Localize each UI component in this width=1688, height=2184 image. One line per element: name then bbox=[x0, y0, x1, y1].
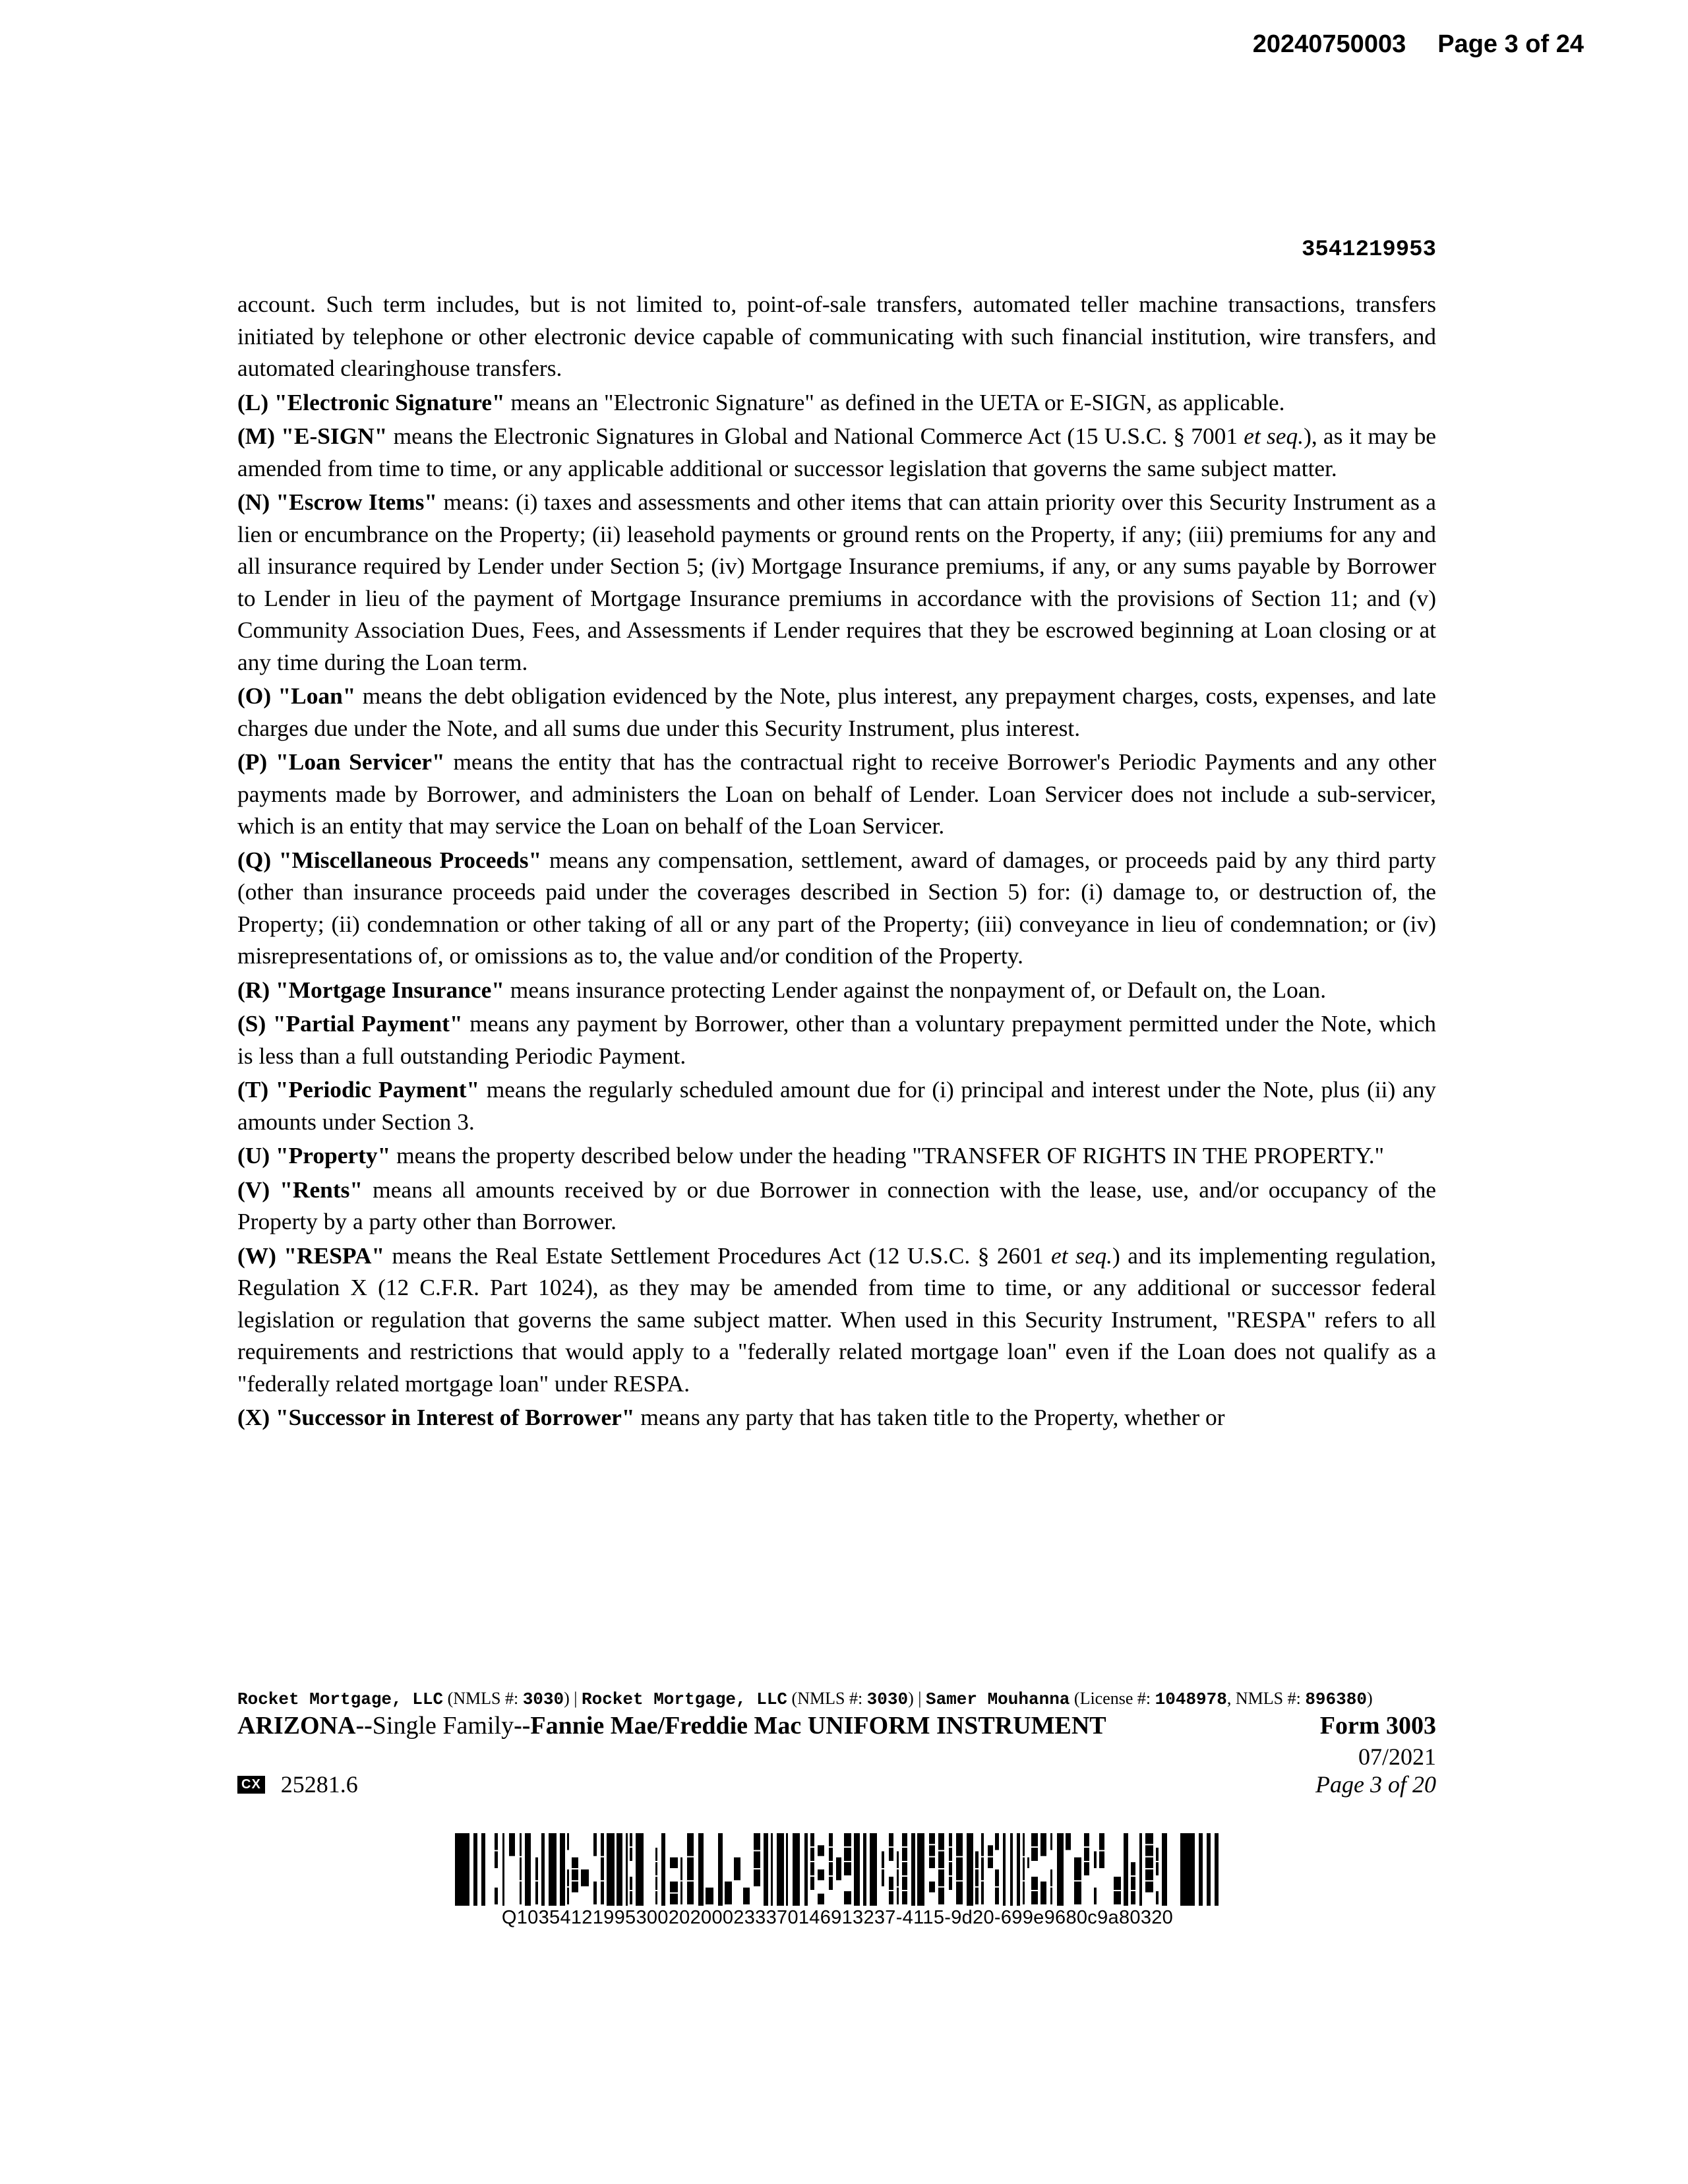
barcode-block bbox=[455, 1833, 1220, 1929]
loan-number: 3541219953 bbox=[1301, 237, 1436, 262]
nmls-number: 3030 bbox=[522, 1689, 564, 1709]
originator-name: Samer Mouhanna bbox=[925, 1689, 1070, 1709]
close-paren: ) bbox=[1366, 1689, 1373, 1708]
intro-paragraph: account. Such term includes, but is not limited to, point-of-sale transfers, automated teller machine transactions, transfers initiated by telephone or other electronic device capable of communicating with such financial institution, wire transfers, and automated clearinghouse transfers. bbox=[237, 291, 1436, 381]
nmls-label: (NMLS #: bbox=[443, 1689, 523, 1708]
definition-text: means the Real Estate Settlement Procedures Act (12 U.S.C. § 2601 bbox=[384, 1242, 1052, 1269]
lender-name: Rocket Mortgage, LLC bbox=[237, 1689, 444, 1709]
definition-text: means the debt obligation evidenced by the Note, plus interest, any prepayment charges, costs, expenses, and late charges due under the Note, and all sums due under this Security Instrument, plus interest. bbox=[237, 682, 1436, 741]
definition-term: "Rents" bbox=[280, 1176, 363, 1203]
definition-m bbox=[237, 420, 1436, 484]
lender-line bbox=[237, 1688, 1436, 1710]
definition-term: "Property" bbox=[276, 1142, 391, 1168]
definition-term: "Mortgage Insurance" bbox=[276, 976, 504, 1003]
definition-letter: (L) bbox=[237, 388, 269, 415]
definition-term: "Partial Payment" bbox=[272, 1010, 463, 1037]
recording-header bbox=[1253, 30, 1584, 59]
definition-term: "Escrow Items" bbox=[276, 489, 438, 515]
form-meta bbox=[1315, 1743, 1436, 1798]
definition-letter: (M) bbox=[237, 423, 275, 449]
definition-u bbox=[237, 1139, 1436, 1172]
form-number: Form 3003 bbox=[1319, 1712, 1436, 1740]
nmls-number: 3030 bbox=[866, 1689, 909, 1709]
definition-text: means the Electronic Signatures in Global and National Commerce Act (15 U.S.C. § 7001 bbox=[387, 423, 1244, 449]
definition-text: means an "Electronic Signature" as defined in the UETA or E-SIGN, as applicable. bbox=[504, 388, 1285, 415]
instrument-name: --Fannie Mae/Freddie Mac UNIFORM INSTRUMENT bbox=[514, 1712, 1106, 1740]
meta-row bbox=[237, 1743, 1436, 1798]
definition-letter: (O) bbox=[237, 682, 272, 709]
definition-term: "Loan Servicer" bbox=[276, 748, 445, 775]
nmls-label: (NMLS #: bbox=[787, 1689, 867, 1708]
definition-term: "Periodic Payment" bbox=[275, 1076, 480, 1103]
definition-term: "E-SIGN" bbox=[281, 423, 388, 449]
instrument-row bbox=[237, 1711, 1436, 1740]
document-body bbox=[237, 288, 1436, 1436]
doc-id-group bbox=[237, 1771, 358, 1798]
definition-letter: (T) bbox=[237, 1076, 269, 1103]
definition-t bbox=[237, 1074, 1436, 1138]
definition-term: "Loan" bbox=[278, 682, 356, 709]
definition-n bbox=[237, 486, 1436, 678]
definition-text: means any payment by Borrower, other than a voluntary prepayment permitted under the Note, which is less than a full outstanding Periodic Payment. bbox=[237, 1010, 1436, 1069]
nmls-label: , NMLS #: bbox=[1226, 1689, 1306, 1708]
definition-text: means: (i) taxes and assessments and other items that can attain priority over this Security Instrument as a lien or encumbrance on the Property; (ii) leasehold payments or ground rents on the Property, if any; (iii) premiums for any and all insurance required by Lender under Section 5; (iv) Mortgage Insurance premiums, if any, or any sums payable by Borrower to Lender in lieu of the payment of Mortgage Insurance premiums in accordance with the provisions of Section 11; and (v) Community Association Dues, Fees, and Assessments if Lender requires that they be escrowed beginning at Loan closing or at any time during the Loan term. bbox=[237, 489, 1436, 675]
license-label: (License #: bbox=[1070, 1689, 1155, 1708]
definition-text: means insurance protecting Lender against the nonpayment of, or Default on, the Loan. bbox=[504, 976, 1327, 1003]
definition-letter: (U) bbox=[237, 1142, 270, 1168]
definition-v bbox=[237, 1174, 1436, 1238]
definition-text: means the regularly scheduled amount due for (i) principal and interest under the Note, plus (ii) any amounts under Section 3. bbox=[237, 1076, 1436, 1135]
separator: ) | bbox=[564, 1689, 582, 1708]
barcode-text: Q10354121995300202000233370146913237-4115-9d20-699e9680c9a80320 bbox=[501, 1907, 1174, 1928]
recording-number: 20240750003 bbox=[1252, 30, 1406, 58]
definition-r bbox=[237, 974, 1436, 1006]
nmls-number: 896380 bbox=[1305, 1689, 1367, 1709]
definition-text: means the property described below under the heading "TRANSFER OF RIGHTS IN THE PROPERTY." bbox=[390, 1142, 1385, 1168]
definition-text: ) and its implementing regulation, Regulation X (12 C.F.R. Part 1024), as they may be amended from time to time, or any additional or successor federal legislation or regulation that governs the same subject matter. When used in this Security Instrument, "RESPA" refers to all requirements and restrictions that would apply to a "federally related mortgage loan" even if the Loan does not qualify as a "federally related mortgage loan" under RESPA. bbox=[237, 1242, 1436, 1397]
definition-italic: et seq. bbox=[1051, 1242, 1113, 1269]
definition-w bbox=[237, 1240, 1436, 1400]
definition-x bbox=[237, 1401, 1436, 1434]
definition-letter: (Q) bbox=[237, 846, 272, 873]
definition-text: means any party that has taken title to the Property, whether or bbox=[634, 1404, 1225, 1430]
form-date: 07/2021 bbox=[1358, 1744, 1436, 1770]
definition-term: "RESPA" bbox=[284, 1242, 385, 1269]
definition-italic: et seq. bbox=[1244, 423, 1304, 449]
definition-q bbox=[237, 844, 1436, 972]
separator: ) | bbox=[908, 1689, 926, 1708]
definition-letter: (X) bbox=[237, 1404, 270, 1430]
definition-term: "Electronic Signature" bbox=[274, 388, 505, 415]
definition-text: ), as it may be amended from time to time, or any applicable additional or successor legislation that governs the same subject matter. bbox=[237, 423, 1437, 481]
page-footer bbox=[237, 1688, 1436, 1798]
instrument-title bbox=[237, 1711, 1106, 1740]
recording-page: Page 3 of 24 bbox=[1437, 30, 1584, 58]
definition-o bbox=[237, 680, 1436, 744]
family-type: Single Family bbox=[372, 1712, 514, 1740]
cx-logo-icon: CX bbox=[237, 1776, 265, 1794]
definition-term: "Successor in Interest of Borrower" bbox=[276, 1404, 635, 1430]
barcode-icon bbox=[455, 1833, 1220, 1906]
definition-text: means the entity that has the contractual right to receive Borrower's Periodic Payments and any other payments made by Borrower, and administers the Loan on behalf of Lender. Loan Servicer does not include a sub-servicer, which is an entity that may service the Loan on behalf of the Loan Servicer. bbox=[237, 748, 1437, 839]
definition-letter: (N) bbox=[237, 489, 270, 515]
definition-text: means all amounts received by or due Borrower in connection with the lease, use, and/or occupancy of the Property by a party other than Borrower. bbox=[237, 1176, 1436, 1234]
definition-s bbox=[237, 1008, 1436, 1072]
definition-letter: (V) bbox=[237, 1176, 270, 1203]
definition-term: "Miscellaneous Proceeds" bbox=[278, 846, 542, 873]
definition-letter: (R) bbox=[237, 976, 270, 1003]
state-name: ARIZONA-- bbox=[237, 1712, 373, 1740]
definition-l bbox=[237, 386, 1436, 419]
definition-letter: (P) bbox=[237, 748, 268, 775]
license-number: 1048978 bbox=[1155, 1689, 1227, 1709]
form-page: Page 3 of 20 bbox=[1315, 1771, 1436, 1798]
definition-letter: (W) bbox=[237, 1242, 276, 1269]
definition-p bbox=[237, 746, 1436, 842]
definition-letter: (S) bbox=[237, 1010, 266, 1037]
definition-text: means any compensation, settlement, award of damages, or proceeds paid by any third party (other than insurance proceeds paid under the coverages described in Section 5) for: (i) damage to, or destruction of, the Property; (ii) condemnation or other taking of all or any part of the Property; (iii) conveyance in lieu of condemnation; or (iv) misrepresentations of, or omissions as to, the value and/or condition of the Property. bbox=[237, 846, 1436, 969]
lender-name: Rocket Mortgage, LLC bbox=[581, 1689, 788, 1709]
doc-id: 25281.6 bbox=[280, 1771, 358, 1798]
